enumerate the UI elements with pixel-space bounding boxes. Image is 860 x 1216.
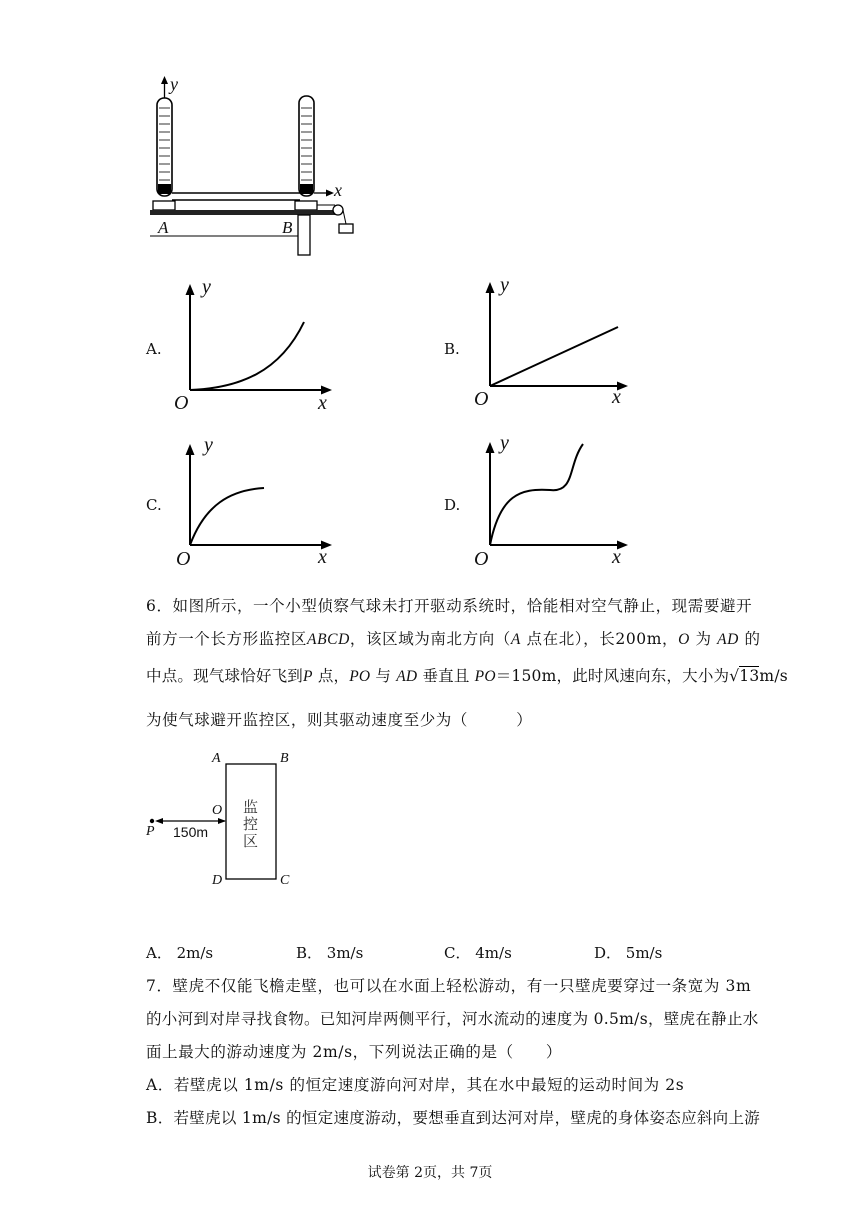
page-footer: 试卷第 2页，共 7页: [367, 1165, 493, 1181]
q6-line-4: 为使气球避开监控区，则其驱动速度至少为（ ）: [146, 711, 533, 729]
point-a-label: A: [158, 218, 169, 237]
zone-char-3: 区: [243, 832, 259, 850]
axis-x-label: x: [318, 546, 327, 568]
axis-x-label: x: [612, 546, 621, 568]
axis-y-label: y: [202, 276, 211, 298]
point-b-label: B: [282, 218, 293, 237]
origin-label: O: [174, 392, 189, 414]
q6-option-d: D． 5m/s: [594, 944, 663, 962]
option-letter: B.: [444, 340, 460, 358]
axis-x-label: x: [318, 392, 327, 414]
q6-line-2: 前方一个长方形监控区ABCD，该区域为南北方向（A 点在北），长200m，O 为 AD 的: [146, 630, 761, 648]
zone-char-1: 监: [243, 798, 259, 816]
sqrt-symbol: √13: [729, 667, 760, 685]
corner-b-label: B: [280, 751, 289, 766]
q6-option-b: B． 3m/s: [296, 944, 364, 962]
q7-line-3: 面上最大的游动速度为 2m/s，下列说法正确的是（ ）: [146, 1043, 562, 1061]
point-p-label: P: [146, 824, 155, 839]
axis-y-label: y: [500, 432, 509, 454]
option-letter: C.: [146, 496, 162, 514]
corner-d-label: D: [212, 873, 223, 888]
axis-x-label: x: [612, 386, 621, 408]
origin-label: O: [474, 548, 489, 570]
origin-label: O: [176, 548, 191, 570]
q6-option-c: C． 4m/s: [444, 944, 512, 962]
axis-y-label: y: [204, 434, 213, 456]
q6-line-3: 中点。现气球恰好飞到P 点，PO 与 AD 垂直且 PO＝150m，此时风速向东，大小为√13m/s: [146, 667, 788, 685]
q7-line-1: 7．壁虎不仅能飞檐走壁，也可以在水面上轻松游动，有一只壁虎要穿过一条宽为 3m: [146, 977, 752, 995]
midpoint-o-label: O: [212, 803, 223, 818]
q6-option-a: A． 2m/s: [146, 944, 214, 962]
corner-a-label: A: [212, 751, 221, 766]
q7-option-b: B．若壁虎以 1m/s 的恒定速度游动，要想垂直到达河对岸，壁虎的身体姿态应斜向上游: [146, 1109, 761, 1127]
distance-label: 150m: [173, 824, 209, 840]
axis-y-label: y: [500, 274, 509, 296]
corner-c-label: C: [280, 873, 290, 888]
option-letter: D.: [444, 496, 461, 514]
option-letter: A.: [146, 340, 162, 358]
q7-line-2: 的小河到对岸寻找食物。已知河岸两侧平行，河水流动的速度为 0.5m/s，壁虎在静止水: [146, 1010, 759, 1028]
apparatus-y-label: y: [170, 74, 178, 94]
origin-label: O: [474, 388, 489, 410]
zone-char-2: 控: [243, 815, 259, 833]
q7-option-a: A．若壁虎以 1m/s 的恒定速度游向河对岸，其在水中最短的运动时间为 2s: [146, 1076, 685, 1094]
apparatus-x-label: x: [334, 180, 342, 200]
q6-line-1: 6．如图所示，一个小型侦察气球未打开驱动系统时，恰能相对空气静止，现需要避开: [146, 597, 753, 615]
